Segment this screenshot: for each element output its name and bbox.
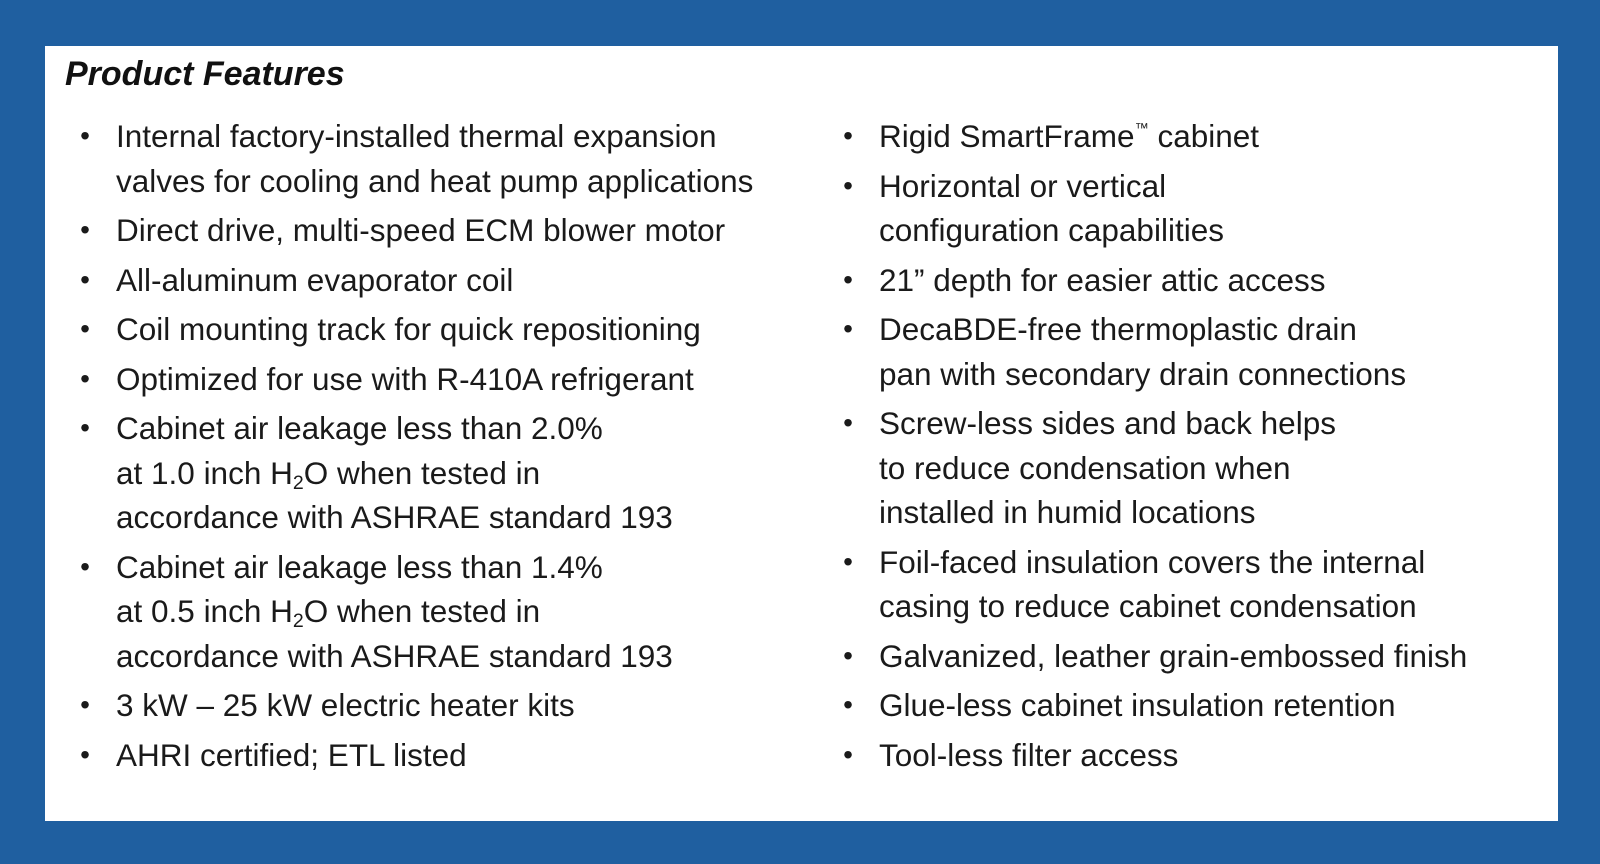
section-title: Product Features (65, 55, 345, 93)
bullet-icon: • (843, 689, 853, 720)
list-item: • 3 kW – 25 kW electric heater kits (75, 683, 835, 728)
list-item: • Glue-less cabinet insulation retention (838, 683, 1538, 728)
feature-list-left (75, 114, 835, 782)
bullet-icon: • (843, 639, 853, 671)
product-features-panel (45, 46, 1558, 821)
bullet-icon: • (843, 738, 853, 770)
list-item: • Tool-less filter access (838, 733, 1538, 778)
bullet-icon: • (80, 738, 90, 770)
bullet-icon: • (843, 407, 853, 438)
bullet-icon: • (843, 313, 853, 344)
list-item: • Galvanized, leather grain-embossed finish (838, 634, 1538, 679)
list-item: • DecaBDE-free thermoplastic drain pan with secondary drain connections (838, 307, 1538, 396)
bullet-icon: • (843, 169, 853, 201)
list-item: • Direct drive, multi-speed ECM blower motor (75, 208, 835, 253)
bullet-icon: • (843, 263, 853, 295)
bullet-icon: • (80, 313, 90, 344)
bullet-icon: • (80, 214, 90, 245)
list-item: • Optimized for use with R-410A refrigerant (75, 357, 835, 402)
list-item: • Coil mounting track for quick repositioning (75, 307, 835, 352)
list-item: • Screw-less sides and back helps to reduce condensation when installed in humid locations (838, 401, 1538, 535)
list-item: • Cabinet air leakage less than 2.0% at 1.0 inch $H_2O$ when tested in accordance with ASHRAE standard 193 (75, 406, 835, 540)
bullet-icon: • (80, 412, 90, 443)
list-item: • Foil-faced insulation covers the internal casing to reduce cabinet condensation (838, 540, 1538, 629)
bullet-icon: • (80, 550, 90, 582)
list-item: • All-aluminum evaporator coil (75, 258, 835, 303)
list-item: • Rigid SmartFrame™ cabinet (838, 114, 1538, 159)
bullet-icon: • (843, 545, 853, 577)
bullet-icon: • (80, 120, 90, 151)
bullet-icon: • (843, 120, 853, 151)
bullet-icon: • (80, 362, 90, 394)
list-item: • Internal factory-installed thermal expansion valves for cooling and heat pump applications (75, 114, 835, 203)
bullet-icon: • (80, 263, 90, 295)
bullet-icon: • (80, 689, 90, 720)
trademark-symbol: ™ (1134, 120, 1149, 137)
feature-list-right (838, 114, 1538, 782)
list-item: • 21” depth for easier attic access (838, 258, 1538, 303)
list-item: • Horizontal or vertical configuration capabilities (838, 164, 1538, 253)
list-item: • AHRI certified; ETL listed (75, 733, 835, 778)
list-item: • Cabinet air leakage less than 1.4% at 0.5 inch $H_2O$ when tested in accordance with ASHRAE standard 193 (75, 545, 835, 679)
